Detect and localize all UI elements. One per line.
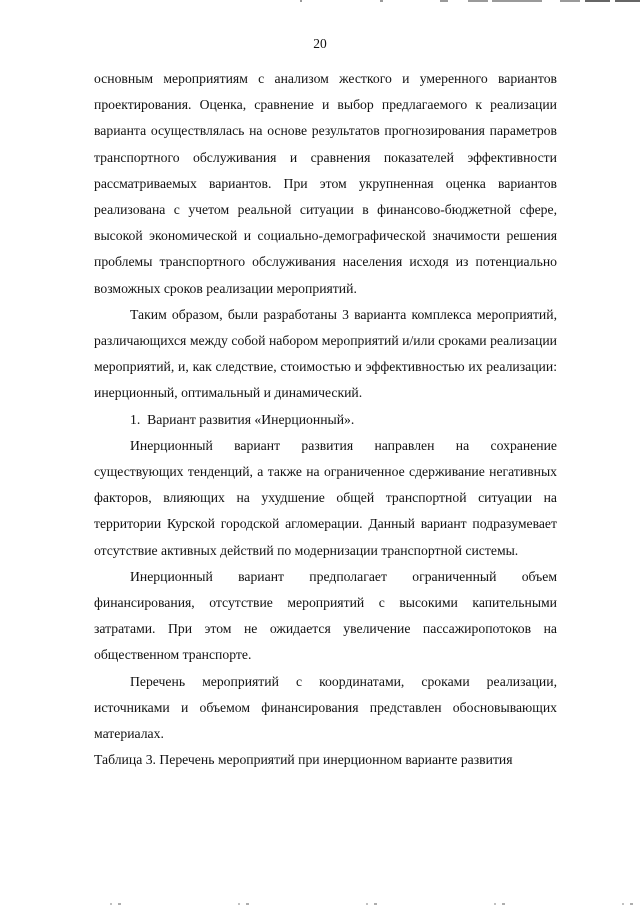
- paragraph-inertial-financing: Инерционный вариант предполагает ограниченный объем финансирования, отсутствие мероприятий с высокими капительными затратами. При этом не ожидается увеличение пассажиропотоков на общественном транспорте.: [94, 568, 557, 663]
- section-heading: [94, 407, 557, 433]
- paragraph-measures-list: Перечень мероприятий с координатами, сроками реализации, источниками и объемом финансирования представлен обосновывающих материалах.: [94, 673, 557, 742]
- section-title: Вариант развития «Инерционный».: [147, 411, 355, 427]
- scan-artifact-top: [0, 0, 640, 3]
- paragraph-evaluation: основным мероприятиям с анализом жесткого и умеренного вариантов проектирования. Оценка, сравнение и выбор предлагаемого к реализации варианта осуществлялась на основе результатов прогнозирования параметров транспортного обслуживания и сравнения показателей эффективности рассматриваемых вариантов. При этом укрупненная оценка вариантов реализована с учетом реальной ситуации в финансово-бюджетной сфере, высокой экономической и социально-демографической значимости решения проблемы транспортного обслуживания населения исходя из потенциально возможных сроков реализации мероприятий.: [94, 71, 557, 296]
- document-body: [94, 66, 557, 773]
- paragraph-three-variants: Таким образом, были разработаны 3 варианта комплекса мероприятий, различающихся между собой набором мероприятий и/или сроками реализации мероприятий, и, как следствие, стоимостью и эффективностью их реализации: инерционный, оптимальный и динамический.: [94, 306, 557, 401]
- table-caption: Таблица 3. Перечень мероприятий при инерционном варианте развития: [94, 752, 513, 768]
- paragraph-inertial-description: Инерционный вариант развития направлен на сохранение существующих тенденций, а также на ограниченное сдерживание негативных факторов, влияющих на ухудшение общей транспортной ситуации на территории Курской городской агломерации. Данный вариант подразумевает отсутствие активных действий по модернизации транспортной системы.: [94, 437, 557, 558]
- section-number: 1.: [130, 411, 141, 427]
- page-number: 20: [313, 36, 327, 51]
